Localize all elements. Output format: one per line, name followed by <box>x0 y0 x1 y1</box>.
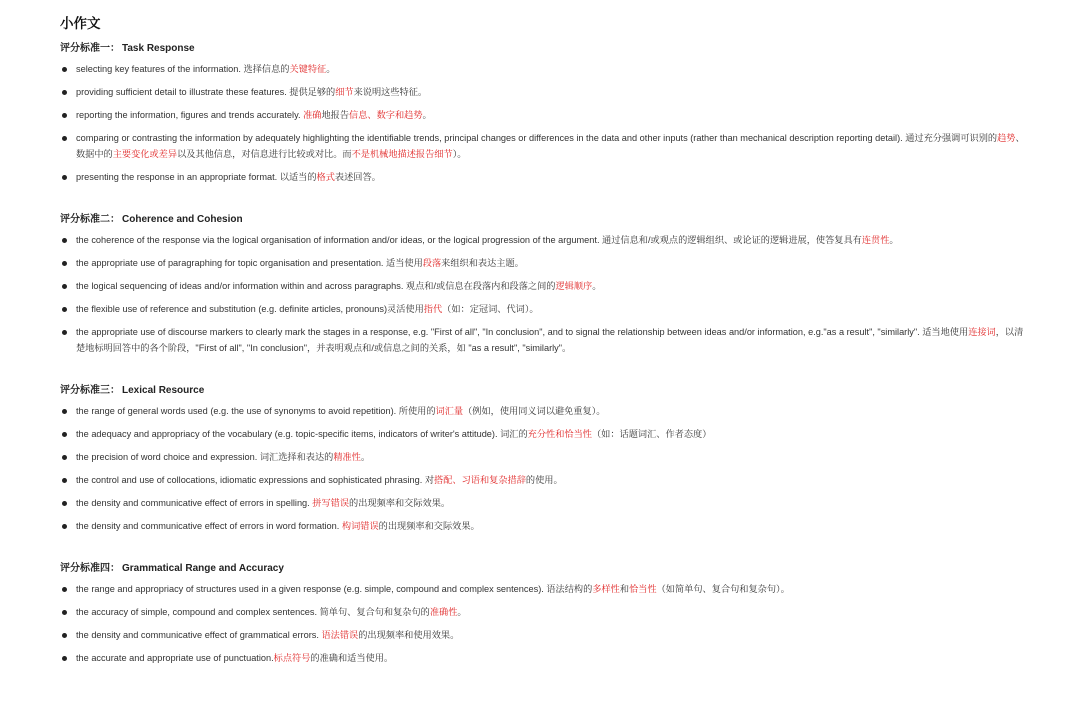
criterion-item <box>60 650 1030 666</box>
criterion-item <box>60 495 1030 511</box>
criterion-text: 。 <box>889 235 899 245</box>
criterion-item <box>60 84 1030 100</box>
criterion-text: the precision of word choice and expression. 词汇选择和表达的 <box>76 452 334 462</box>
criteria-list <box>60 61 1030 185</box>
criterion-text: 。 <box>592 281 602 291</box>
criterion-text: 以及其他信息，对信息进行比较或对比。而 <box>177 149 352 159</box>
criterion-text: the flexible use of reference and substitution (e.g. definite articles, pronouns)灵活使用 <box>76 304 424 314</box>
highlight-text: 逻辑顺序 <box>555 281 593 291</box>
highlight-text: 信息、数字和趋势 <box>349 110 423 120</box>
highlight-text: 语法错误 <box>321 630 359 640</box>
criterion-text: 地报告 <box>321 110 350 120</box>
criterion-text: 。 <box>422 110 432 120</box>
criterion-item <box>60 581 1030 597</box>
highlight-text: 搭配、习语和复杂措辞 <box>434 475 526 485</box>
criterion-text: 的准确和适当使用。 <box>310 653 394 663</box>
highlight-text: 段落 <box>422 258 442 268</box>
highlight-text: 趋势 <box>997 133 1016 143</box>
criterion-text: the appropriate use of discourse markers to clearly mark the stages in a response, e.g. "First of all", "In conclusion", and to signal the relationship between ideas and/or information, e.g."as a result", "similarly". 适当地使用 <box>76 327 969 337</box>
section-heading-cn: 评分标准三： <box>60 385 120 396</box>
section-coherence-cohesion <box>60 211 1030 356</box>
criterion-item <box>60 169 1030 185</box>
highlight-text: 关键特征 <box>289 64 327 74</box>
document <box>60 14 1030 673</box>
highlight-text: 恰当性 <box>629 584 657 594</box>
highlight-text: 连接词 <box>968 327 996 337</box>
criteria-list <box>60 232 1030 356</box>
highlight-text: 精准性 <box>333 452 361 462</box>
criterion-text: the range and appropriacy of structures used in a given response (e.g. simple, compound and complex sentences). 语法结构的 <box>76 584 593 594</box>
highlight-text: 构词错误 <box>341 521 379 531</box>
section-heading-cn: 评分标准二： <box>60 214 120 225</box>
criterion-text: the coherence of the response via the logical organisation of information and/or ideas, or the logical progression of the argument. 通过信息和/或观点的逻辑组织、或论证的逻辑进展，使答复具有 <box>76 235 862 245</box>
criterion-text: （如：定冠词、代词）。 <box>442 304 539 314</box>
criterion-text: （如简单句、复合句和复杂句）。 <box>656 584 790 594</box>
criterion-item <box>60 518 1030 534</box>
criterion-text: the control and use of collocations, idiomatic expressions and sophisticated phrasing. 对 <box>76 475 435 485</box>
section-heading <box>60 560 1030 578</box>
page-title: 小作文 <box>60 16 101 31</box>
section-heading <box>60 382 1030 400</box>
highlight-text: 指代 <box>423 304 443 314</box>
criterion-item <box>60 255 1030 271</box>
criterion-text: （例如，使用同义词以避免重复）。 <box>463 406 606 416</box>
criterion-item <box>60 449 1030 465</box>
highlight-text: 准确性 <box>429 607 458 617</box>
section-grammatical-range <box>60 560 1030 666</box>
section-heading <box>60 211 1030 229</box>
highlight-text: 充分性和恰当性 <box>527 429 592 439</box>
criterion-item <box>60 324 1030 356</box>
criterion-text: the range of general words used (e.g. the use of synonyms to avoid repetition). 所使用的 <box>76 406 436 416</box>
criterion-item <box>60 403 1030 419</box>
criterion-text: 表述回答。 <box>334 172 381 182</box>
criterion-text: the logical sequencing of ideas and/or information within and across paragraphs. 观点和/或信息在段落内和段落之间的 <box>76 281 556 291</box>
criterion-text: the accuracy of simple, compound and complex sentences. 简单句、复合句和复杂句的 <box>76 607 430 617</box>
criteria-list <box>60 581 1030 666</box>
criterion-text: 的出现频率和交际效果。 <box>378 521 480 531</box>
criterion-text: 的出现频率和交际效果。 <box>349 498 451 508</box>
highlight-text: 词汇量 <box>435 406 464 416</box>
criterion-text: 。 <box>360 452 371 462</box>
criterion-text: ）。 <box>452 149 467 159</box>
criterion-text: the density and communicative effect of errors in spelling. <box>76 498 313 508</box>
criterion-item <box>60 107 1030 123</box>
criterion-text: 来组织和表达主题。 <box>441 258 524 268</box>
highlight-text: 拼写错误 <box>312 498 350 508</box>
criterion-text: the accurate and appropriate use of punctuation. <box>76 653 274 663</box>
criterion-item <box>60 472 1030 488</box>
criterion-item <box>60 301 1030 317</box>
highlight-text: 格式 <box>316 172 335 182</box>
section-task-response <box>60 40 1030 185</box>
criterion-text: the density and communicative effect of grammatical errors. <box>76 630 322 640</box>
criterion-item <box>60 61 1030 77</box>
criterion-item <box>60 232 1030 248</box>
criterion-text: providing sufficient detail to illustrate these features. 提供足够的 <box>76 87 336 97</box>
criteria-list <box>60 403 1030 534</box>
highlight-text: 不是机械地描述报告细节 <box>351 149 453 159</box>
criterion-text: the adequacy and appropriacy of the vocabulary (e.g. topic-specific items, indicators of writer's attitude). 词汇的 <box>76 429 528 439</box>
highlight-text: 标点符号 <box>273 653 311 663</box>
criterion-item <box>60 426 1030 442</box>
criterion-text: 。 <box>326 64 336 74</box>
criterion-text: comparing or contrasting the information by adequately highlighting the identifiable trends, principal changes or differences in the data and other inputs (rather than mechanical description reporting detail). 通过充分强调可识别的 <box>76 133 998 143</box>
highlight-text: 细节 <box>335 87 354 97</box>
criterion-text: the density and communicative effect of errors in word formation. <box>76 521 342 531</box>
criterion-item <box>60 130 1030 162</box>
criterion-text: selecting key features of the information. 选择信息的 <box>76 64 290 74</box>
section-lexical-resource <box>60 382 1030 534</box>
criterion-item <box>60 627 1030 643</box>
criterion-item <box>60 604 1030 620</box>
section-heading-en: Coherence and Cohesion <box>122 214 243 225</box>
highlight-text: 多样性 <box>592 584 620 594</box>
section-heading-en: Grammatical Range and Accuracy <box>122 563 284 574</box>
criterion-text: 。 <box>457 607 467 617</box>
section-heading <box>60 40 1030 58</box>
criterion-text: ，以清楚地标明回答中的各个阶段，"First of all", "In conclusion"，并表明观点和/或信息之间的关系，如 "as a result", "similarly"。 <box>76 327 1024 353</box>
criterion-text: （如：话题词汇、作者态度） <box>591 429 712 439</box>
criterion-text: 和 <box>619 584 630 594</box>
section-heading-cn: 评分标准一： <box>60 43 120 54</box>
highlight-text: 连贯性 <box>861 235 890 245</box>
criterion-text: the appropriate use of paragraphing for topic organisation and presentation. 适当使用 <box>76 258 423 268</box>
criterion-text: 来说明这些特征。 <box>353 87 428 97</box>
criterion-text: 的出现频率和使用效果。 <box>358 630 460 640</box>
criterion-text: 的使用。 <box>525 475 563 485</box>
section-heading-en: Lexical Resource <box>122 385 205 396</box>
section-heading-cn: 评分标准四： <box>60 563 120 574</box>
highlight-text: 准确 <box>303 110 322 120</box>
criterion-text: 、数据中的 <box>76 133 1025 159</box>
criterion-item <box>60 278 1030 294</box>
section-heading-en: Task Response <box>122 43 195 54</box>
highlight-text: 主要变化或差异 <box>112 149 178 159</box>
criterion-text: presenting the response in an appropriate format. 以适当的 <box>76 172 317 182</box>
criterion-text: reporting the information, figures and trends accurately. <box>76 110 304 120</box>
